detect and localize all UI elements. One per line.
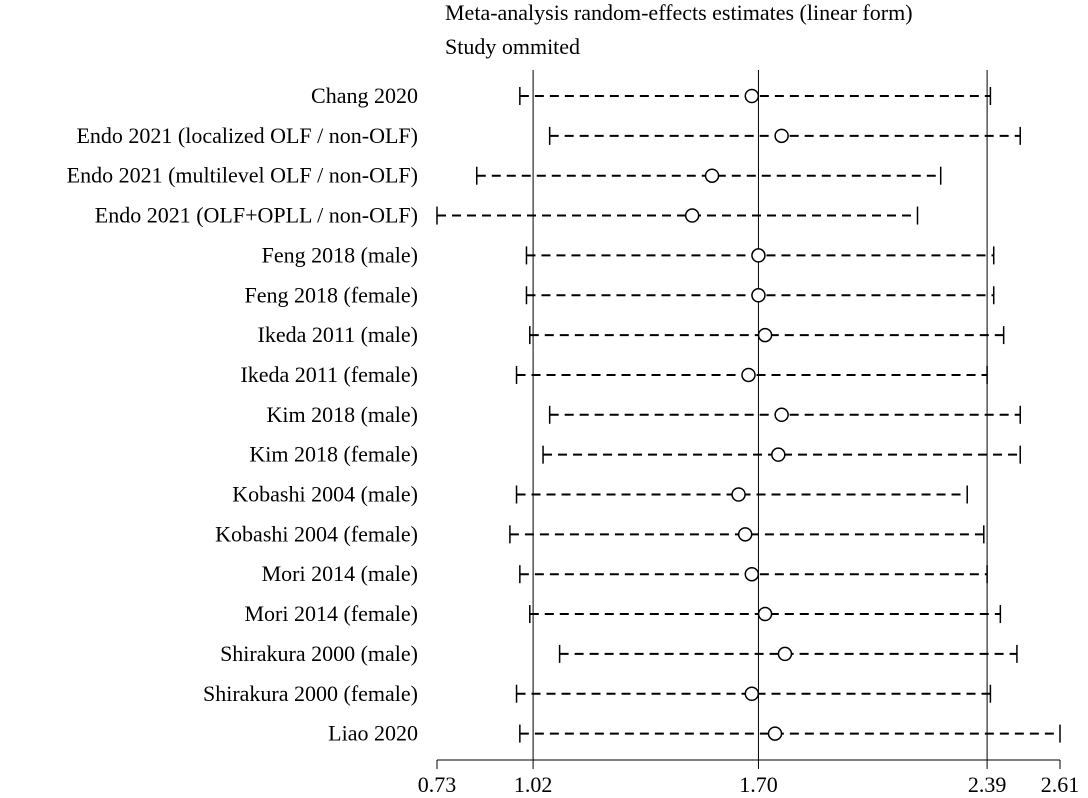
study-row <box>262 242 994 267</box>
study-label: Ikeda 2011 (male) <box>257 322 418 348</box>
study-row <box>262 561 988 586</box>
point-estimate-marker <box>745 687 758 700</box>
study-row <box>311 83 990 108</box>
x-tick-label: 2.39 <box>967 772 1007 797</box>
study-label: Kim 2018 (female) <box>249 441 418 467</box>
study-row <box>232 482 967 507</box>
study-label: Chang 2020 <box>311 83 418 108</box>
x-tick-label: 0.73 <box>417 772 457 797</box>
study-label: Shirakura 2000 (female) <box>202 680 418 706</box>
study-row <box>328 721 1060 746</box>
study-row <box>266 402 1020 427</box>
point-estimate-marker <box>775 408 788 421</box>
study-label: Kobashi 2004 (female) <box>215 521 418 547</box>
study-label: Shirakura 2000 (male) <box>220 640 418 666</box>
study-label: Liao 2020 <box>328 720 418 746</box>
point-estimate-marker <box>759 329 772 342</box>
study-row <box>240 362 987 387</box>
point-estimate-marker <box>745 90 758 103</box>
study-row <box>215 521 984 546</box>
study-label: Kim 2018 (male) <box>266 401 418 427</box>
point-estimate-marker <box>752 249 765 262</box>
x-tick-label: 1.02 <box>513 772 553 797</box>
study-label: Endo 2021 (multilevel OLF / non-OLF) <box>66 162 418 188</box>
study-label: Feng 2018 (male) <box>261 242 418 268</box>
study-rows <box>67 83 1060 746</box>
study-row <box>76 123 1020 148</box>
study-label: Endo 2021 (OLF+OPLL / non-OLF) <box>94 202 418 228</box>
study-row <box>95 203 918 228</box>
point-estimate-marker <box>732 488 745 501</box>
study-row <box>245 601 1001 626</box>
chart-subtitle: Study ommited <box>445 34 581 59</box>
study-row <box>67 163 941 188</box>
study-row <box>249 442 1020 467</box>
point-estimate-marker <box>742 368 755 381</box>
study-row <box>245 282 994 307</box>
study-row <box>220 641 1017 666</box>
study-label: Feng 2018 (female) <box>244 282 418 308</box>
study-label: Endo 2021 (localized OLF / non-OLF) <box>76 122 418 148</box>
study-label: Mori 2014 (female) <box>244 601 418 627</box>
point-estimate-marker <box>752 289 765 302</box>
point-estimate-marker <box>778 647 791 660</box>
x-tick-label: 2.61 <box>1040 772 1080 797</box>
study-label: Ikeda 2011 (female) <box>240 361 418 387</box>
study-label: Kobashi 2004 (male) <box>232 481 418 507</box>
x-axis-ticks <box>418 760 1080 797</box>
point-estimate-marker <box>772 448 785 461</box>
point-estimate-marker <box>706 169 719 182</box>
chart-title: Meta-analysis random-effects estimates (linear form) <box>445 0 913 25</box>
point-estimate-marker <box>759 608 772 621</box>
x-tick-label: 1.70 <box>739 772 778 797</box>
study-row <box>258 322 1004 347</box>
study-label: Mori 2014 (male) <box>261 561 418 587</box>
point-estimate-marker <box>769 727 782 740</box>
point-estimate-marker <box>686 209 699 222</box>
point-estimate-marker <box>775 129 788 142</box>
point-estimate-marker <box>739 528 752 541</box>
point-estimate-marker <box>745 568 758 581</box>
study-row <box>203 681 990 706</box>
